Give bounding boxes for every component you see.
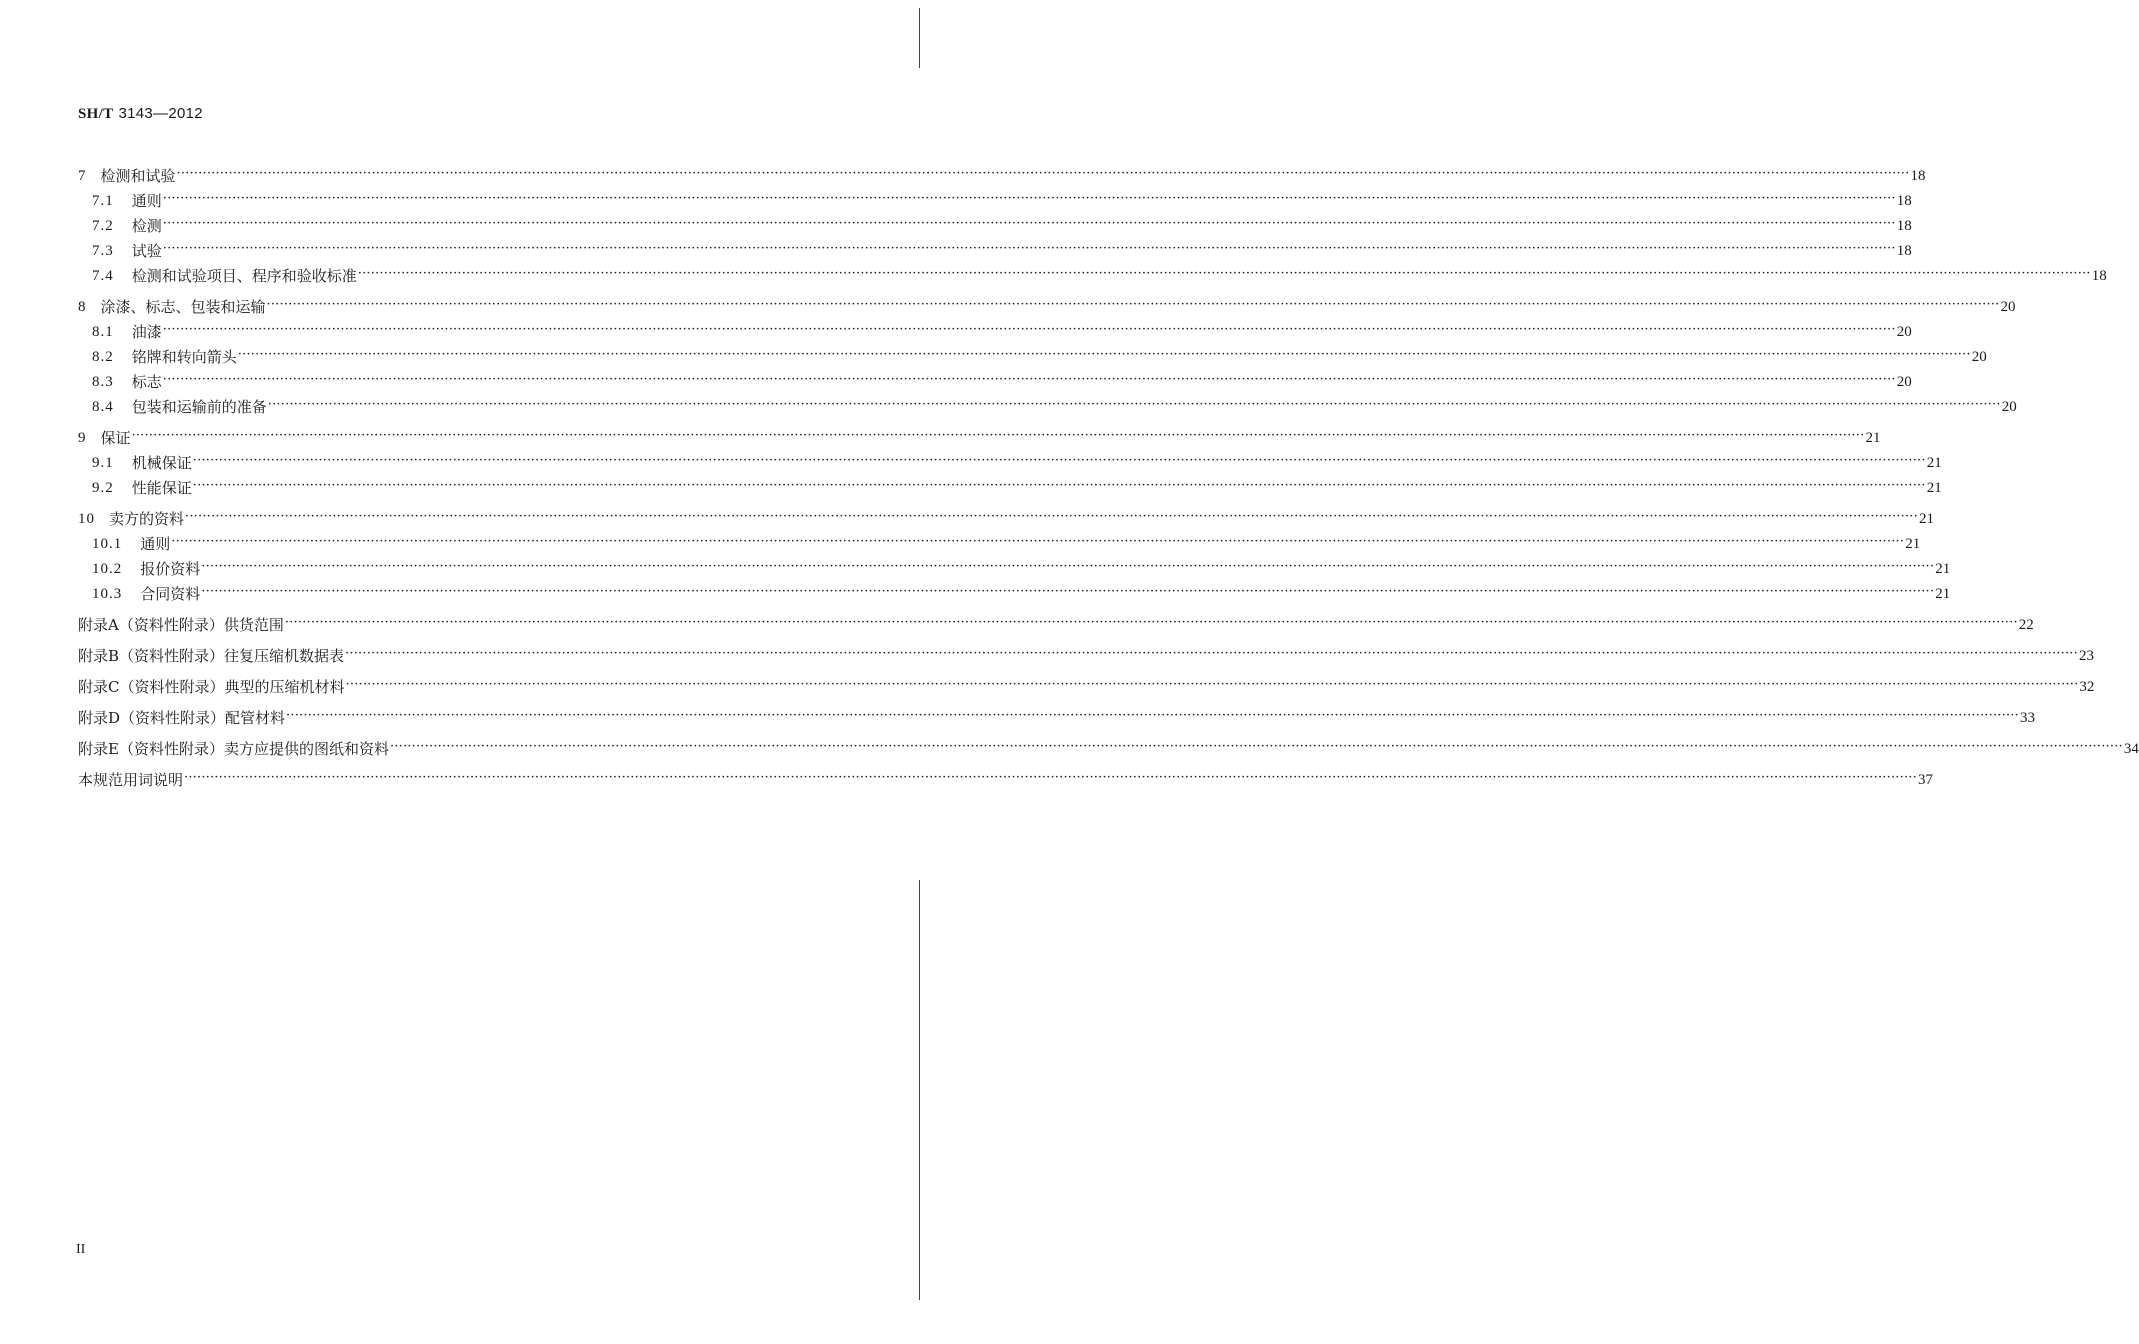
toc-dot-leader: ················································································································································································································································································································································································································	[237, 347, 1971, 362]
toc-entry-title: 附录C（资料性附录）典型的压缩机材料	[78, 678, 345, 696]
toc-entry-title: 试验	[131, 242, 162, 260]
toc-entry[interactable]	[78, 759, 1933, 790]
toc-entry-number: 7.4	[92, 268, 114, 284]
toc-entry-number: 9	[78, 430, 87, 446]
toc-entry[interactable]	[78, 417, 1881, 448]
scan-edge-mark	[919, 880, 920, 1300]
toc-entry-page: 20	[1896, 374, 1912, 390]
toc-entry-title: 检测和试验项目、程序和验收标准	[131, 267, 357, 285]
toc-entry-title: 合同资料	[140, 585, 201, 603]
toc-dot-leader: ················································································································································································································································································································································································································	[162, 191, 1896, 206]
toc-entry-page: 20	[2001, 399, 2017, 415]
toc-dot-leader: ················································································································································································································································································································································································································	[192, 478, 1926, 493]
toc-entry-page: 34	[2123, 741, 2139, 757]
toc-dot-leader: ················································································································································································································································································································································································································	[201, 584, 1935, 599]
toc-entry-number: 10	[78, 511, 95, 527]
toc-entry[interactable]	[78, 186, 1912, 211]
toc-entry-number: 9.1	[92, 455, 114, 471]
toc-entry-page: 22	[2018, 617, 2034, 633]
toc-entry-page: 21	[1935, 586, 1951, 602]
toc-dot-leader: ················································································································································································································································································································································································································	[176, 166, 1910, 181]
toc-entry-number: 7.1	[92, 193, 114, 209]
document-header	[78, 104, 203, 123]
toc-entry-number: 8.2	[92, 349, 114, 365]
toc-entry-page: 18	[1896, 193, 1912, 209]
toc-entry-title: 附录D（资料性附录）配管材料	[78, 709, 286, 727]
toc-entry[interactable]	[78, 728, 2139, 759]
toc-entry-title: 检测和试验	[100, 167, 176, 185]
toc-entry[interactable]	[78, 155, 1926, 186]
toc-entry-page: 37	[1917, 772, 1933, 788]
toc-entry[interactable]	[78, 554, 1951, 579]
toc-entry[interactable]	[78, 392, 2017, 417]
toc-entry-page: 21	[1926, 480, 1942, 496]
toc-entry[interactable]	[78, 261, 2107, 286]
toc-dot-leader: ················································································································································································································································································································································································································	[201, 559, 1935, 574]
toc-entry[interactable]	[78, 635, 2094, 666]
toc-entry-title: 性能保证	[131, 479, 192, 497]
toc-entry-page: 23	[2078, 648, 2094, 664]
scan-edge-mark	[919, 8, 920, 68]
toc-entry-title: 检测	[131, 217, 162, 235]
page-number: II	[76, 1242, 86, 1257]
toc-dot-leader: ················································································································································································································································································································································································································	[162, 322, 1896, 337]
toc-entry-page: 33	[2019, 710, 2035, 726]
toc-entry-title: 包装和运输前的准备	[131, 398, 267, 416]
toc-entry[interactable]	[78, 342, 1987, 367]
toc-entry-number: 7.2	[92, 218, 114, 234]
toc-entry-title: 机械保证	[131, 454, 192, 472]
toc-dot-leader: ················································································································································································································································································································································································································	[389, 739, 2123, 754]
toc-entry[interactable]	[78, 448, 1942, 473]
toc-entry[interactable]	[78, 473, 1942, 498]
toc-dot-leader: ················································································································································································································································································································································································································	[185, 509, 1918, 524]
toc-entry[interactable]	[78, 529, 1921, 554]
toc-dot-leader: ················································································································································································································································································································································································································	[192, 453, 1926, 468]
toc-entry[interactable]	[78, 579, 1951, 604]
toc-entry-page: 18	[1896, 218, 1912, 234]
toc-dot-leader: ················································································································································································································································································································································································································	[286, 708, 2019, 723]
toc-dot-leader: ················································································································································································································································································································································································································	[162, 241, 1896, 256]
toc-entry-title: 报价资料	[140, 560, 201, 578]
toc-dot-leader: ················································································································································································································································································································································································································	[345, 646, 2078, 661]
toc-entry[interactable]	[78, 286, 2016, 317]
toc-dot-leader: ················································································································································································································································································································································································································	[131, 428, 1865, 443]
toc-dot-leader: ················································································································································································································································································································································································································	[267, 397, 2001, 412]
toc-entry-page: 21	[1918, 511, 1934, 527]
toc-entry-page: 18	[2091, 268, 2107, 284]
toc-entry-title: 标志	[131, 373, 162, 391]
toc-entry-number: 8.4	[92, 399, 114, 415]
toc-entry-page: 21	[1935, 561, 1951, 577]
standard-code: SH/T	[78, 106, 114, 122]
toc-entry-title: 附录B（资料性附录）往复压缩机数据表	[78, 647, 345, 665]
toc-entry-number: 10.3	[92, 586, 123, 602]
toc-entry[interactable]	[78, 498, 1934, 529]
toc-entry-title: 油漆	[131, 323, 162, 341]
toc-entry[interactable]	[78, 697, 2035, 728]
toc-entry[interactable]	[78, 317, 1912, 342]
toc-entry-number: 8	[78, 299, 87, 315]
toc-dot-leader: ················································································································································································································································································································································································································	[266, 297, 2000, 312]
toc-entry-title: 保证	[100, 429, 131, 447]
toc-entry[interactable]	[78, 604, 2034, 635]
toc-entry-title: 铭牌和转向箭头	[131, 348, 237, 366]
toc-entry[interactable]	[78, 236, 1912, 261]
toc-entry-page: 20	[1971, 349, 1987, 365]
toc-entry-page: 18	[1896, 243, 1912, 259]
toc-entry-number: 8.1	[92, 324, 114, 340]
toc-entry-title: 通则	[140, 535, 171, 553]
standard-number: 3143—2012	[118, 105, 203, 122]
toc-entry-number: 7	[78, 168, 87, 184]
toc-entry-page: 18	[1910, 168, 1926, 184]
toc-entry-title: 本规范用词说明	[78, 771, 184, 789]
toc-entry-page: 20	[2000, 299, 2016, 315]
toc-entry-number: 10.2	[92, 561, 123, 577]
table-of-contents	[78, 155, 2139, 790]
toc-entry-title: 附录A（资料性附录）供货范围	[78, 616, 284, 634]
toc-entry-page: 20	[1896, 324, 1912, 340]
toc-dot-leader: ················································································································································································································································································································································································································	[357, 266, 2091, 281]
toc-entry-page: 32	[2079, 679, 2095, 695]
toc-entry-title: 涂漆、标志、包装和运输	[100, 298, 266, 316]
toc-entry-page: 21	[1865, 430, 1881, 446]
toc-entry-title: 附录E（资料性附录）卖方应提供的图纸和资料	[78, 740, 389, 758]
toc-dot-leader: ················································································································································································································································································································································································································	[284, 615, 2018, 630]
toc-entry-number: 10.1	[92, 536, 123, 552]
toc-entry-page: 21	[1905, 536, 1921, 552]
toc-dot-leader: ················································································································································································································································································································································································································	[345, 677, 2079, 692]
toc-entry-page: 21	[1926, 455, 1942, 471]
toc-entry[interactable]	[78, 367, 1912, 392]
toc-dot-leader: ················································································································································································································································································································································································································	[162, 216, 1896, 231]
toc-dot-leader: ················································································································································································································································································································································································································	[184, 770, 1917, 785]
toc-entry-title: 卖方的资料	[109, 510, 185, 528]
toc-entry-title: 通则	[131, 192, 162, 210]
toc-dot-leader: ················································································································································································································································································································································································································	[171, 534, 1905, 549]
toc-entry[interactable]	[78, 211, 1912, 236]
toc-entry[interactable]	[78, 666, 2095, 697]
toc-entry-number: 8.3	[92, 374, 114, 390]
toc-dot-leader: ················································································································································································································································································································································································································	[162, 372, 1896, 387]
toc-entry-number: 7.3	[92, 243, 114, 259]
toc-entry-number: 9.2	[92, 480, 114, 496]
